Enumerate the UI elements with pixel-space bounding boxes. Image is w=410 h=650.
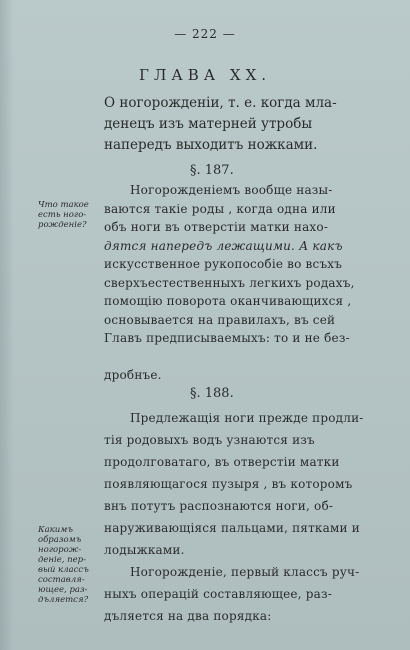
body-line: дятся напередъ лежащими. А какъ (104, 238, 343, 253)
body-line: основывается на правилахъ, въ сей (104, 312, 336, 327)
chapter-title-line: О ногорожденіи, т. е. когда мла- (104, 95, 337, 111)
body-line: лодыжками. (104, 543, 185, 557)
body-line: наруживающіяся пальцами, пятками и (104, 521, 360, 535)
margin-note-line: составля- (38, 575, 85, 585)
section-number: §. 187. (190, 163, 234, 178)
section-number: §. 188. (190, 386, 234, 401)
body-line: дробнъе. (104, 368, 162, 382)
body-line: тія родовыхъ водъ узнаются изъ (104, 433, 315, 447)
body-line: ныхъ операцій составляющее, раз- (104, 587, 332, 601)
body-line: Ногорожденіе, первый классъ руч- (130, 565, 360, 579)
margin-note-line: Какимъ (38, 525, 73, 535)
body-line: сверхъестественныхъ легкихъ родахъ, (104, 275, 355, 290)
margin-note (38, 525, 102, 605)
margin-note-line: образомъ (38, 535, 82, 545)
body-line: Главъ предписываемыхъ: то и не без- (104, 331, 350, 345)
chapter-title-line: денецъ изъ матерней утробы (104, 116, 313, 132)
page-gutter-shadow (0, 0, 14, 650)
page-number: — 222 — (174, 27, 236, 41)
body-line: объ ноги въ отверстіи матки нахо- (104, 220, 329, 234)
margin-note-line: вый классъ (38, 565, 89, 575)
body-line: появляющагося пузыря , въ которомъ (104, 477, 353, 491)
margin-note-line: ногорож- (38, 545, 82, 555)
body-line: Предлежащія ноги прежде продли- (130, 411, 364, 425)
margin-note (38, 200, 102, 230)
body-line: искусственное рукопособіе во всъхъ (104, 257, 343, 271)
chapter-heading: ГЛАВА XX. (138, 66, 272, 84)
body-line: помощію поворота оканчивающихся , (104, 294, 352, 308)
margin-note-line: рожденіе? (38, 220, 87, 230)
chapter-title-line: напередъ выходитъ ножками. (104, 137, 318, 153)
body-line: ваются такіе роды , когда одна или (104, 201, 336, 216)
margin-note-line: дъляется? (38, 595, 89, 605)
body-line: внъ потутъ распознаются ноги, об- (104, 499, 334, 513)
body-line: Ногорожденіемъ вообще назы- (130, 183, 333, 197)
margin-note-line: ющее, раз- (38, 585, 88, 595)
margin-note-line: деніе, пер- (38, 555, 86, 565)
margin-note-line: Что такое (38, 200, 89, 210)
body-line: продолговатаго, въ отверстіи матки (104, 455, 340, 469)
margin-note-line: есть ного- (38, 210, 87, 220)
body-line: дъляется на два порядка: (104, 609, 272, 623)
